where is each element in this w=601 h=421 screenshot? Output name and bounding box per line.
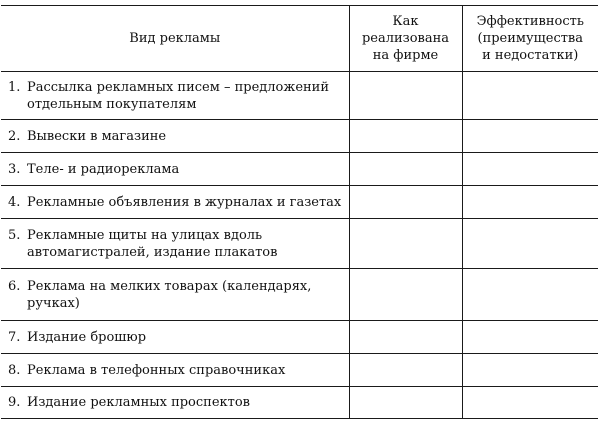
ad-type-text: Издание рекламных проспектов (27, 395, 250, 410)
header-ad-type-label: Вид рекламы (129, 31, 221, 46)
implementation-cell[interactable] (349, 354, 462, 387)
ad-type-text: Вывески в магазине (27, 128, 167, 144)
ad-type-text: Рассылка рекламных писем – предложений отдельным покупателям (27, 79, 330, 112)
advertising-types-table (1, 5, 598, 419)
row-number: 6. (8, 278, 21, 294)
effectiveness-cell[interactable] (462, 186, 598, 219)
header-implementation-line: Как (392, 14, 419, 29)
ad-type-cell (1, 354, 349, 387)
implementation-cell[interactable] (349, 321, 462, 354)
row-number: 5. (8, 227, 21, 243)
table-row (1, 387, 598, 419)
implementation-cell[interactable] (349, 120, 462, 153)
row-number: 7. (8, 329, 21, 345)
header-row (1, 6, 598, 72)
effectiveness-cell[interactable] (462, 354, 598, 387)
ad-type-text: Издание брошюр (27, 329, 147, 345)
effectiveness-cell[interactable] (462, 321, 598, 354)
row-number: 3. (8, 161, 21, 177)
implementation-cell[interactable] (349, 72, 462, 120)
row-number: 9. (8, 395, 21, 410)
implementation-cell[interactable] (349, 219, 462, 269)
ad-type-text: Рекламные объявления в журналах и газетах (27, 194, 342, 210)
effectiveness-cell[interactable] (462, 72, 598, 120)
header-effectiveness (462, 6, 598, 72)
ad-type-cell (1, 72, 349, 120)
row-number: 1. (8, 79, 21, 95)
table-row (1, 153, 598, 186)
ad-type-cell (1, 387, 349, 419)
ad-type-cell (1, 153, 349, 186)
row-number: 2. (8, 128, 21, 144)
header-effectiveness-line: и недостатки) (482, 48, 579, 63)
ad-type-cell (1, 186, 349, 219)
table-row (1, 354, 598, 387)
ad-type-text: Рекламные щиты на улицах вдоль автомагистралей, издание плакатов (27, 227, 278, 260)
implementation-cell[interactable] (349, 269, 462, 321)
ad-type-text: Реклама в телефонных справочниках (27, 362, 286, 378)
table-row (1, 321, 598, 354)
implementation-cell[interactable] (349, 153, 462, 186)
table-row (1, 269, 598, 321)
ad-type-cell (1, 219, 349, 269)
implementation-cell[interactable] (349, 387, 462, 419)
table-row (1, 219, 598, 269)
effectiveness-cell[interactable] (462, 269, 598, 321)
effectiveness-cell[interactable] (462, 153, 598, 186)
row-number: 4. (8, 194, 21, 210)
effectiveness-cell[interactable] (462, 219, 598, 269)
header-implementation-line: на фирме (372, 48, 439, 63)
header-implementation (349, 6, 462, 72)
header-effectiveness-line: Эффективность (476, 14, 584, 29)
header-effectiveness-line: (преимущества (477, 31, 583, 46)
ad-type-cell (1, 120, 349, 153)
ad-type-cell (1, 321, 349, 354)
header-ad-type (1, 6, 349, 72)
row-number: 8. (8, 362, 21, 378)
effectiveness-cell[interactable] (462, 120, 598, 153)
table-row (1, 186, 598, 219)
ad-type-cell (1, 269, 349, 321)
table-row (1, 120, 598, 153)
ad-type-text: Реклама на мелких товарах (календарях, ручках) (27, 278, 312, 311)
implementation-cell[interactable] (349, 186, 462, 219)
ad-type-text: Теле- и радиореклама (27, 161, 180, 177)
table-row (1, 72, 598, 120)
effectiveness-cell[interactable] (462, 387, 598, 419)
header-implementation-line: реализована (361, 31, 450, 46)
